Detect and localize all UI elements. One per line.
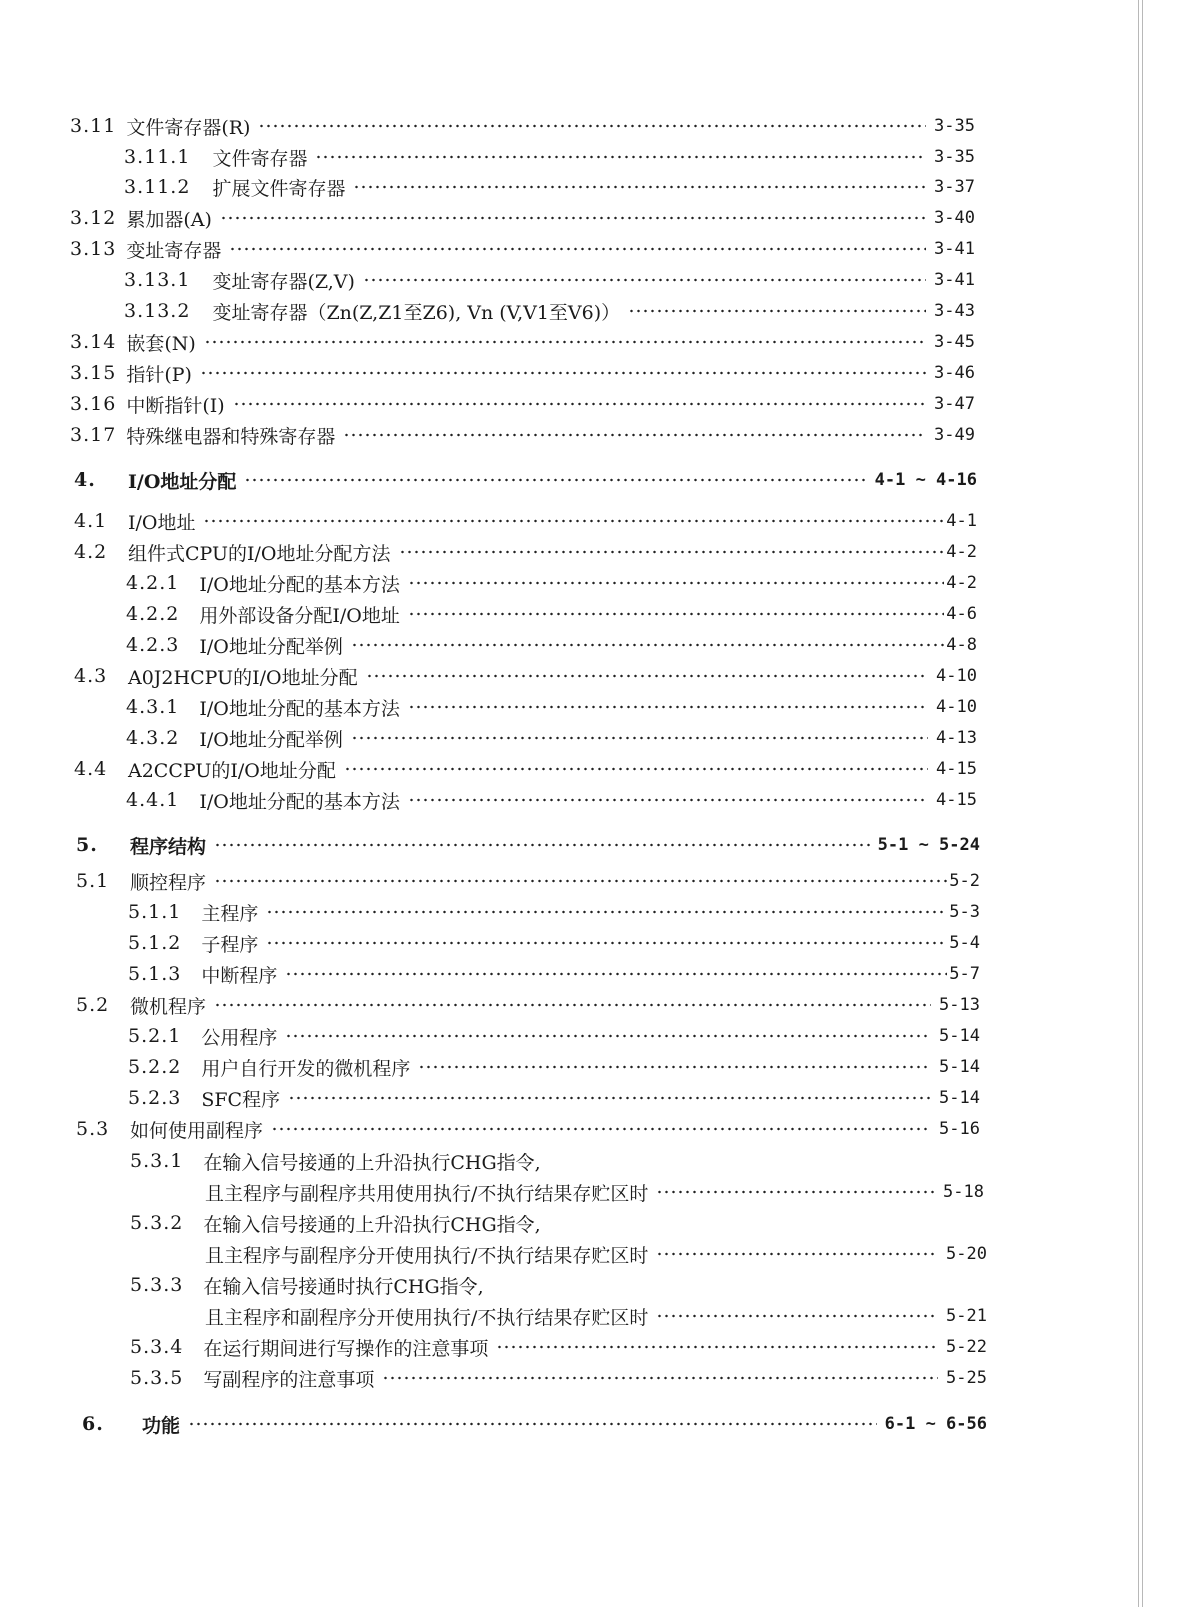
toc-number: 5.3.5 — [130, 1367, 184, 1389]
toc-number: 5.3.4 — [130, 1336, 184, 1358]
toc-title: 主程序 — [201, 902, 259, 925]
toc-title: 在运行期间进行写操作的注意事项 — [203, 1337, 489, 1360]
toc-number: 6. — [82, 1413, 104, 1435]
dot-leader — [656, 1250, 938, 1258]
dot-leader — [244, 476, 866, 484]
toc-entry[interactable] — [124, 142, 975, 172]
toc-number: 5.2 — [76, 994, 110, 1016]
toc-number: 4.2 — [74, 541, 108, 563]
toc-page: 5-7 — [949, 964, 980, 984]
toc-title: 指针(P) — [126, 363, 192, 386]
toc-entry[interactable] — [130, 1363, 987, 1393]
dot-leader — [288, 1094, 931, 1102]
toc-title: I/O地址分配 — [128, 470, 237, 493]
toc-number: 4.2.2 — [126, 603, 180, 625]
dot-leader — [220, 214, 926, 222]
toc-number: 3.15 — [70, 362, 117, 384]
toc-title: 且主程序与副程序共用使用执行/不执行结果存贮区时 — [205, 1182, 649, 1205]
toc-title: 累加器(A) — [126, 208, 212, 231]
dot-leader — [271, 1125, 931, 1133]
toc-title: 中断程序 — [201, 964, 278, 987]
toc-title: 在输入信号接通时执行CHG指令, — [203, 1275, 484, 1298]
toc-page: 5-2 — [949, 871, 980, 891]
toc-title: 中断指针(I) — [126, 394, 225, 417]
toc-number: 5.3.1 — [130, 1150, 184, 1172]
toc-entry-continuation[interactable] — [205, 1301, 987, 1331]
toc-chapter-entry[interactable] — [74, 465, 977, 495]
toc-number: 3.13.2 — [124, 300, 191, 322]
toc-title: 在输入信号接通的上升沿执行CHG指令, — [203, 1151, 541, 1174]
toc-title: 写副程序的注意事项 — [203, 1368, 375, 1391]
toc-page: 5-21 — [946, 1306, 987, 1326]
toc-title: I/O地址分配举例 — [199, 728, 343, 751]
dot-leader — [656, 1188, 935, 1196]
toc-entry[interactable] — [70, 203, 975, 233]
toc-title: I/O地址分配的基本方法 — [199, 697, 400, 720]
toc-title: 且主程序和副程序分开使用执行/不执行结果存贮区时 — [205, 1306, 649, 1329]
toc-title: 扩展文件寄存器 — [212, 177, 346, 200]
toc-number: 3.11.1 — [124, 146, 191, 168]
toc-entry[interactable] — [76, 1114, 980, 1144]
toc-page: 4-1 — [946, 511, 977, 531]
toc-title: I/O地址分配举例 — [199, 635, 343, 658]
toc-page: 3-35 — [934, 116, 975, 136]
toc-page: 5-22 — [946, 1337, 987, 1357]
toc-number: 4.3 — [74, 665, 108, 687]
toc-number: 4. — [74, 469, 96, 491]
toc-page: 3-40 — [934, 208, 975, 228]
toc-title: A2CCPU的I/O地址分配 — [128, 759, 336, 782]
toc-number: 5.1.1 — [128, 901, 182, 923]
toc-page: 5-14 — [939, 1088, 980, 1108]
toc-entry[interactable] — [70, 389, 975, 419]
dot-leader — [266, 939, 947, 947]
toc-number: 5.3 — [76, 1118, 110, 1140]
toc-page: 3-37 — [934, 177, 975, 197]
toc-title: 用户自行开发的微机程序 — [201, 1057, 411, 1080]
dot-leader — [203, 517, 944, 525]
toc-page: 4-10 — [936, 697, 977, 717]
toc-title: 组件式CPU的I/O地址分配方法 — [128, 542, 391, 565]
dot-leader — [214, 877, 947, 885]
toc-entry[interactable] — [126, 599, 977, 629]
dot-leader — [214, 841, 870, 849]
toc-title: 公用程序 — [201, 1026, 278, 1049]
toc-entry-continuation[interactable] — [205, 1239, 987, 1269]
toc-entry[interactable] — [76, 866, 980, 896]
toc-title: 功能 — [142, 1414, 181, 1437]
toc-page: 5-4 — [949, 933, 980, 953]
toc-page: 4-6 — [946, 604, 977, 624]
toc-number: 4.2.3 — [126, 634, 180, 656]
dot-leader — [496, 1343, 938, 1351]
dot-leader — [188, 1420, 877, 1428]
toc-entry[interactable] — [126, 723, 977, 753]
toc-entry[interactable] — [70, 420, 975, 450]
toc-entry[interactable] — [124, 172, 975, 202]
toc-entry[interactable] — [128, 897, 980, 927]
toc-page: 4-10 — [936, 666, 977, 686]
dot-leader — [233, 400, 926, 408]
toc-title: 嵌套(N) — [126, 332, 196, 355]
toc-number: 3.12 — [70, 207, 117, 229]
toc-entry[interactable] — [128, 1021, 980, 1051]
toc-page: 4-8 — [946, 635, 977, 655]
toc-page: 3-41 — [934, 239, 975, 259]
toc-number: 3.16 — [70, 393, 117, 415]
toc-page: 5-13 — [939, 995, 980, 1015]
toc-number: 5. — [76, 834, 98, 856]
dot-leader — [408, 579, 944, 587]
dot-leader — [285, 970, 947, 978]
toc-number: 4.1 — [74, 510, 108, 532]
toc-entry[interactable] — [130, 1208, 982, 1238]
toc-number: 3.13.1 — [124, 269, 191, 291]
toc-entry[interactable] — [74, 506, 977, 536]
toc-page: 3-47 — [934, 394, 975, 414]
toc-title: 变址寄存器(Z,V) — [212, 270, 355, 293]
toc-number: 3.17 — [70, 424, 117, 446]
toc-number: 5.1.2 — [128, 932, 182, 954]
dot-leader — [204, 338, 926, 346]
dot-leader — [214, 1001, 931, 1009]
toc-entry[interactable] — [124, 296, 975, 326]
toc-page: 4-2 — [946, 573, 977, 593]
dot-leader — [258, 122, 926, 130]
toc-number: 4.2.1 — [126, 572, 180, 594]
toc-entry[interactable] — [74, 661, 977, 691]
toc-entry[interactable] — [128, 1083, 980, 1113]
toc-number: 5.2.2 — [128, 1056, 182, 1078]
toc-entry[interactable] — [74, 754, 977, 784]
toc-number: 4.3.1 — [126, 696, 180, 718]
dot-leader — [656, 1312, 938, 1320]
toc-title: 且主程序与副程序分开使用执行/不执行结果存贮区时 — [205, 1244, 649, 1267]
toc-number: 5.2.3 — [128, 1087, 182, 1109]
toc-page: 5-16 — [939, 1119, 980, 1139]
toc-entry[interactable] — [130, 1146, 982, 1176]
toc-number: 4.4.1 — [126, 789, 180, 811]
toc-page: 3-35 — [934, 147, 975, 167]
dot-leader — [363, 276, 926, 284]
toc-number: 3.11.2 — [124, 176, 191, 198]
dot-leader — [353, 183, 926, 191]
toc-title: A0J2HCPU的I/O地址分配 — [128, 666, 358, 689]
dot-leader — [408, 610, 944, 618]
toc-entry[interactable] — [130, 1270, 982, 1300]
toc-title: 变址寄存器 — [126, 239, 222, 262]
toc-title: 程序结构 — [130, 835, 207, 858]
toc-title: 子程序 — [201, 933, 259, 956]
toc-entry[interactable] — [126, 630, 977, 660]
toc-page: 5-25 — [946, 1368, 987, 1388]
toc-page: 3-45 — [934, 332, 975, 352]
toc-number: 3.11 — [70, 115, 117, 137]
toc-title: I/O地址 — [128, 511, 196, 534]
toc-number: 5.1.3 — [128, 963, 182, 985]
dot-leader — [399, 548, 945, 556]
toc-title: 变址寄存器（Zn(Z,Z1至Z6), Vn (V,V1至V6)） — [212, 301, 621, 324]
toc-title: 如何使用副程序 — [130, 1119, 264, 1142]
toc-page: 4-1 ~ 4-16 — [874, 470, 977, 490]
dot-leader — [351, 641, 944, 649]
dot-leader — [229, 245, 926, 253]
dot-leader — [285, 1032, 931, 1040]
toc-number: 3.14 — [70, 331, 117, 353]
toc-entry-continuation[interactable] — [205, 1177, 984, 1207]
toc-entry[interactable] — [124, 265, 975, 295]
toc-entry[interactable] — [70, 234, 975, 264]
toc-title: I/O地址分配的基本方法 — [199, 573, 400, 596]
toc-page: 3-43 — [934, 301, 975, 321]
toc-page: 4-13 — [936, 728, 977, 748]
toc-number: 3.13 — [70, 238, 117, 260]
toc-page: 5-14 — [939, 1057, 980, 1077]
toc-entry[interactable] — [76, 990, 980, 1020]
toc-number: 4.4 — [74, 758, 108, 780]
toc-page: 5-3 — [949, 902, 980, 922]
toc-entry[interactable] — [128, 928, 980, 958]
toc-entry[interactable] — [130, 1332, 987, 1362]
dot-leader — [200, 369, 926, 377]
dot-leader — [366, 672, 928, 680]
toc-title: 顺控程序 — [130, 871, 207, 894]
dot-leader — [315, 153, 926, 161]
toc-number: 5.1 — [76, 870, 110, 892]
dot-leader — [351, 734, 928, 742]
toc-number: 5.3.3 — [130, 1274, 184, 1296]
dot-leader — [628, 307, 926, 315]
dot-leader — [382, 1374, 938, 1382]
dot-leader — [344, 765, 928, 773]
toc-chapter-entry[interactable] — [76, 830, 980, 860]
toc-page: 3-49 — [934, 425, 975, 445]
toc-page: 4-15 — [936, 790, 977, 810]
toc-entry[interactable] — [126, 692, 977, 722]
toc-number: 5.2.1 — [128, 1025, 182, 1047]
toc-chapter-entry[interactable] — [82, 1409, 987, 1439]
toc-entry[interactable] — [70, 358, 975, 388]
toc-title: 在输入信号接通的上升沿执行CHG指令, — [203, 1213, 541, 1236]
toc-title: 用外部设备分配I/O地址 — [199, 604, 400, 627]
toc-entry[interactable] — [126, 568, 977, 598]
dot-leader — [408, 703, 928, 711]
toc-page: 5-14 — [939, 1026, 980, 1046]
toc-entry[interactable] — [128, 1052, 980, 1082]
toc-page: 3-46 — [934, 363, 975, 383]
toc-entry[interactable] — [128, 959, 980, 989]
dot-leader — [343, 431, 926, 439]
toc-entry[interactable] — [70, 327, 975, 357]
toc-page: 4-15 — [936, 759, 977, 779]
dot-leader — [266, 908, 947, 916]
toc-title: SFC程序 — [201, 1088, 281, 1111]
toc-page: 4-2 — [946, 542, 977, 562]
toc-entry[interactable] — [74, 537, 977, 567]
toc-title: 文件寄存器(R) — [126, 116, 251, 139]
toc-page: 6-1 ~ 6-56 — [884, 1414, 987, 1434]
toc-page: 5-20 — [946, 1244, 987, 1264]
toc-title: 微机程序 — [130, 995, 207, 1018]
toc-page: 3-41 — [934, 270, 975, 290]
toc-entry[interactable] — [70, 111, 975, 141]
toc-number: 5.3.2 — [130, 1212, 184, 1234]
toc-title: 特殊继电器和特殊寄存器 — [126, 425, 336, 448]
toc-number: 4.3.2 — [126, 727, 180, 749]
toc-page: 5-18 — [943, 1182, 984, 1202]
dot-leader — [408, 796, 928, 804]
toc-title: I/O地址分配的基本方法 — [199, 790, 400, 813]
dot-leader — [418, 1063, 931, 1071]
toc-title: 文件寄存器 — [212, 147, 308, 170]
toc-page: 5-1 ~ 5-24 — [877, 835, 980, 855]
toc-entry[interactable] — [126, 785, 977, 815]
